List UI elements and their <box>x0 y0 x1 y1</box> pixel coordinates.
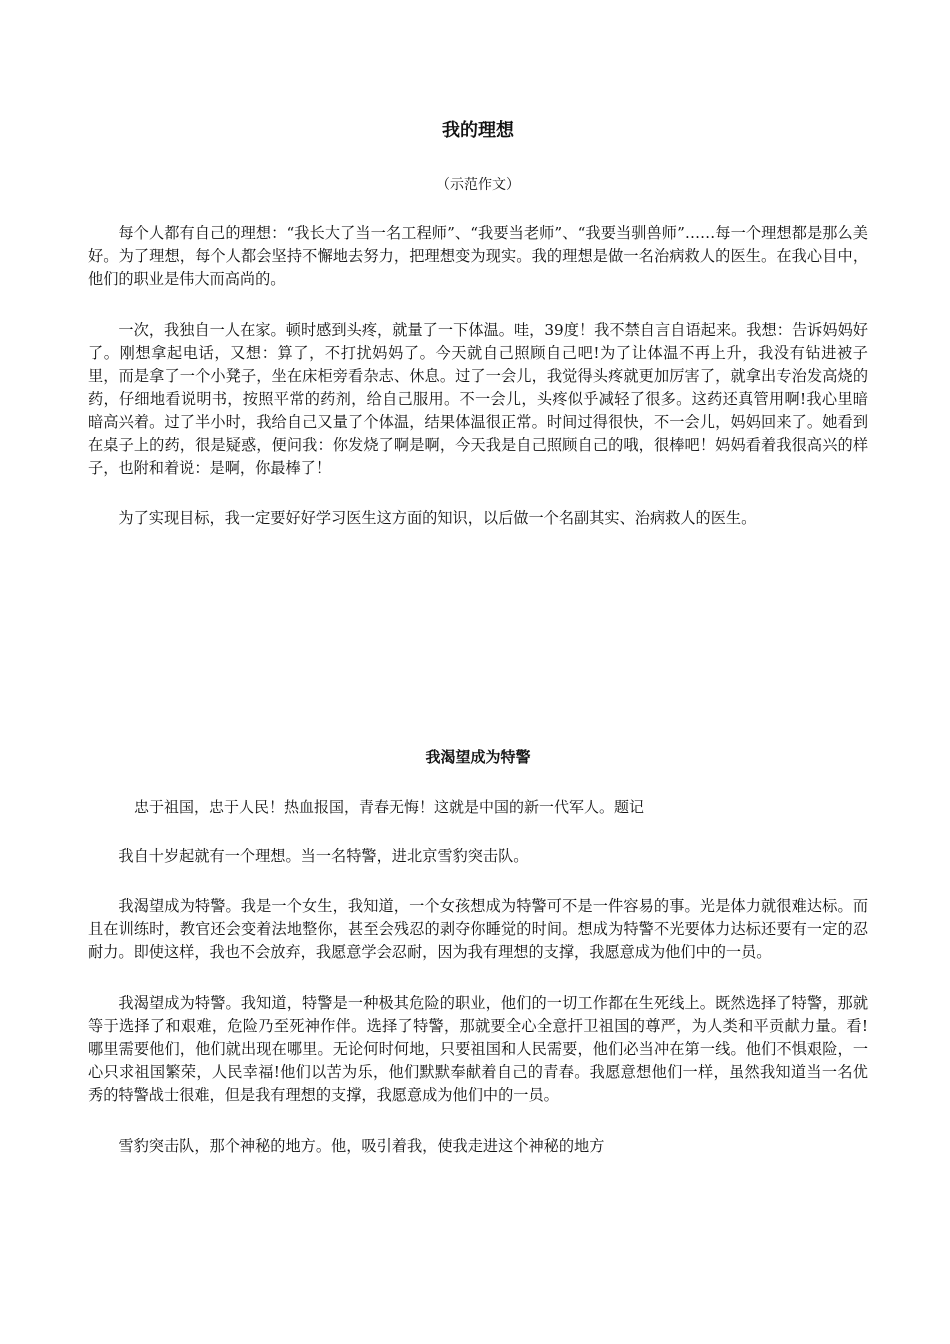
essay-my-ideal <box>88 118 868 530</box>
essay-paragraph: 为了实现目标，我一定要好好学习医生这方面的知识，以后做一个名副其实、治病救人的医生。 <box>118 509 757 527</box>
essay-special-police <box>88 746 868 1158</box>
essay-title: 我渴望成为特警 <box>425 748 531 766</box>
essay-paragraph: 我自十岁起就有一个理想。当一名特警，进北京雪豹突击队。 <box>118 847 529 865</box>
essay-title: 我的理想 <box>442 120 514 141</box>
essay-paragraph: 一次，我独自一人在家。顿时感到头疼，就量了一下体温。哇，39度！我不禁自言自语起来。我想：告诉妈妈好了。刚想拿起电话，又想：算了，不打扰妈妈了。今天就自己照顾自己吧!为了让体温不再上升，我没有钻进被子里，而是拿了一个小凳子，坐在床柜旁看杂志、休息。过了一会儿，我觉得头疼就更加厉害了，就拿出专治发高烧的药，仔细地看说明书，按照平常的药剂，给自己服用。不一会儿，头疼似乎减轻了很多。这药还真管用啊!我心里暗暗高兴着。过了半小时，我给自己又量了个体温，结果体温很正常。时间过得很快，不一会儿，妈妈回来了。她看到在桌子上的药，很是疑惑，便问我：你发烧了啊是啊，今天我是自己照顾自己的哦，很棒吧！妈妈看着我很高兴的样子，也附和着说：是啊，你最棒了！ <box>88 321 868 477</box>
essay-subtitle: （示范作文） <box>436 177 520 193</box>
essay-paragraph: 我渴望成为特警。我知道，特警是一种极其危险的职业，他们的一切工作都在生死线上。既然选择了特警，那就等于选择了和艰难，危险乃至死神作伴。选择了特警，那就要全心全意扞卫祖国的尊严，为人类和平贡献力量。看!哪里需要他们，他们就出现在哪里。无论何时何地，只要祖国和人民需要，他们必当冲在第一线。他们不惧艰险，一心只求祖国繁荣，人民幸福!他们以苦为乐，他们默默奉献着自己的青春。我愿意想他们一样，虽然我知道当一名优秀的特警战士很难，但是我有理想的支撑，我愿意成为他们中的一员。 <box>88 994 868 1104</box>
essay-paragraph: 雪豹突击队，那个神秘的地方。他，吸引着我，使我走进这个神秘的地方 <box>118 1137 605 1155</box>
essay-paragraph: 每个人都有自己的理想：“我长大了当一名工程师”、“我要当老师”、“我要当驯兽师”……每一个理想都是那么美好。为了理想，每个人都会坚持不懈地去努力，把理想变为现实。我的理想是做一名治病救人的医生。在我心目中，他们的职业是伟大而高尚的。 <box>88 224 868 288</box>
essay-epigraph: 忠于祖国，忠于人民！热血报国，青春无悔！这就是中国的新一代军人。题记 <box>134 798 645 816</box>
essay-paragraph: 我渴望成为特警。我是一个女生，我知道，一个女孩想成为特警可不是一件容易的事。光是体力就很难达标。而且在训练时，教官还会变着法地整你，甚至会残忍的剥夺你睡觉的时间。想成为特警不光要体力达标还要有一定的忍耐力。即使这样，我也不会放弃，我愿意学会忍耐，因为我有理想的支撑，我愿意成为他们中的一员。 <box>88 897 868 961</box>
